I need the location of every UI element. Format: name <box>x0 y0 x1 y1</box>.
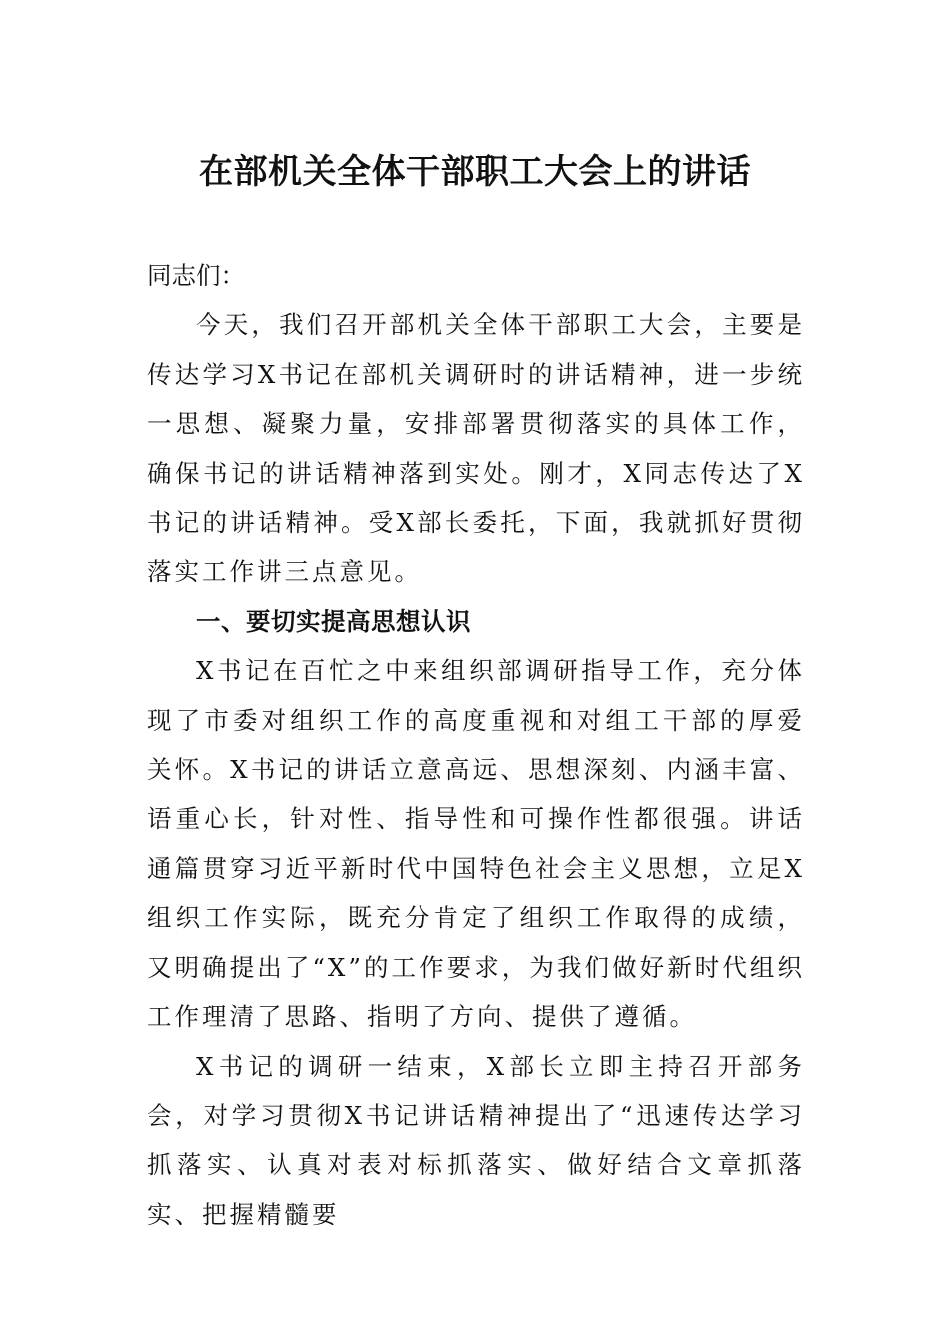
document-body <box>147 251 805 1239</box>
paragraph-intro: 今天，我们召开部机关全体干部职工大会，主要是传达学习X书记在部机关调研时的讲话精神，进一步统一思想、凝聚力量，安排部署贯彻落实的具体工作，确保书记的讲话精神落到实处。刚才，X同志传达了X书记的讲话精神。受X部长委托，下面，我就抓好贯彻落实工作讲三点意见。 <box>147 310 805 587</box>
salutation: 同志们： <box>147 261 245 290</box>
paragraph-section-1: X书记在百忙之中来组织部调研指导工作，充分体现了市委对组织工作的高度重视和对组工干部的厚爱关怀。X书记的讲话立意高远、思想深刻、内涵丰富、语重心长，针对性、指导性和可操作性都很强。讲话通篇贯穿习近平新时代中国特色社会主义思想，立足X组织工作实际，既充分肯定了组织工作取得的成绩，又明确提出了“X”的工作要求，为我们做好新时代组织工作理清了思路、指明了方向、提供了遵循。 <box>147 656 805 1032</box>
section-heading: 一、要切实提高思想认识 <box>196 606 471 636</box>
paragraph-section-2: X书记的调研一结束，X部长立即主持召开部务会，对学习贯彻X书记讲话精神提出了“迅速传达学习抓落实、认真对表对标抓落实、做好结合文章抓落实、把握精髓要 <box>147 1051 805 1229</box>
document-title: 在部机关全体干部职工大会上的讲话 <box>199 152 751 192</box>
